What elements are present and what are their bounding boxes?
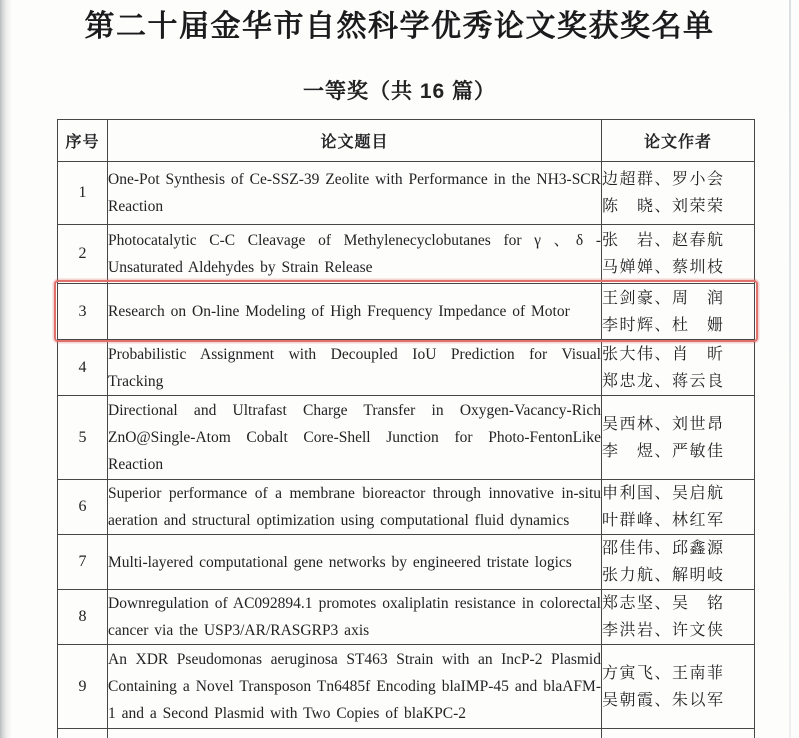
table-row [58, 535, 755, 590]
authors-line: 邵佳伟、邱鑫源 [602, 540, 725, 557]
authors-line: 吴朝霞、朱以军 [602, 691, 725, 709]
row-number: 6 [58, 480, 108, 535]
row-number: 7 [58, 535, 108, 590]
authors-line: 陈 晓、刘荣荣 [602, 198, 725, 215]
row-number: 5 [58, 396, 108, 480]
section-heading: 一等奖（共 16 篇） [302, 80, 497, 103]
row-number: 3 [58, 284, 108, 340]
authors-line: 李时辉、杜 姗 [602, 316, 725, 334]
table-row [58, 340, 755, 396]
paper-authors [602, 396, 755, 480]
paper-title: Superior performance of a membrane bioreactor through innovative in-situ aeration and structural optimization using computational fluid dynamics [108, 480, 602, 535]
authors-line: 吴西林、刘世昂 [602, 415, 725, 433]
table-row-partial [58, 729, 755, 738]
table-row-highlighted [58, 284, 755, 340]
authors-line: 边超群、罗小会 [602, 171, 725, 188]
authors-line: 申利国、吴启航 [602, 485, 725, 502]
paper-title [108, 729, 602, 738]
table-row [58, 396, 755, 480]
authors-line: 张大伟、肖 昕 [602, 345, 725, 363]
paper-title: Probabilistic Assignment with Decoupled IoU Prediction for Visual Tracking [108, 340, 602, 396]
table-header-row [58, 120, 755, 162]
authors-line: 叶群峰、林红军 [602, 512, 725, 529]
paper-title: One-Pot Synthesis of Ce-SSZ-39 Zeolite with Performance in the NH3-SCR Reaction [108, 162, 602, 225]
table-row [58, 590, 755, 645]
authors-line: 郑忠龙、蒋云良 [602, 372, 725, 390]
authors-line: 张 岩、赵春航 [602, 232, 725, 249]
table-row [58, 225, 755, 284]
paper-title: Multi-layered computational gene networks by engineered tristate logics [108, 535, 602, 590]
authors-line: 张力航、解明岐 [602, 567, 725, 584]
paper-authors [602, 590, 755, 645]
row-number: 2 [58, 225, 108, 284]
row-number: 9 [58, 645, 108, 729]
paper-title: Downregulation of AC092894.1 promotes oxaliplatin resistance in colorectal cancer via the USP3/AR/RASGRP3 axis [108, 590, 602, 645]
authors-line: 马婵婵、蔡圳枝 [602, 259, 725, 276]
paper-title: Photocatalytic C-C Cleavage of Methylenecyclobutanes for γ 、δ -Unsaturated Aldehydes by Strain Release [108, 225, 602, 284]
paper-authors [602, 284, 755, 340]
paper-authors [602, 480, 755, 535]
paper-authors [602, 225, 755, 284]
header-paper-title: 论文题目 [108, 120, 602, 162]
header-number: 序号 [58, 120, 108, 162]
authors-line: 李洪岩、许文侠 [602, 622, 725, 639]
row-number: 4 [58, 340, 108, 396]
paper-authors [602, 535, 755, 590]
awards-table [57, 119, 755, 738]
paper-authors [602, 729, 755, 738]
paper-authors [602, 645, 755, 729]
header-paper-authors: 论文作者 [602, 120, 755, 162]
page-title: 第二十届金华市自然科学优秀论文奖获奖名单 [84, 10, 715, 43]
table-row [58, 480, 755, 535]
row-number: 1 [58, 162, 108, 225]
paper-title: An XDR Pseudomonas aeruginosa ST463 Strain with an IncP-2 Plasmid Containing a Novel Transposon Tn6485f Encoding blaIMP-45 and blaAFM-1 and a Second Plasmid with Two Copies of blaKPC-2 [108, 645, 602, 729]
authors-line: 王剑豪、周 润 [602, 289, 725, 307]
paper-title: Research on On-line Modeling of High Frequency Impedance of Motor [108, 284, 602, 340]
page-right-edge-line [789, 0, 791, 738]
page-left-edge-shadow [0, 0, 12, 738]
table-row [58, 645, 755, 729]
table-row [58, 162, 755, 225]
paper-title: Directional and Ultrafast Charge Transfer in Oxygen-Vacancy-Rich ZnO@Single-Atom Cobalt Core-Shell Junction for Photo-FentonLike Reaction [108, 396, 602, 480]
authors-line: 李 煜、严敏佳 [602, 442, 725, 460]
row-number [58, 729, 108, 738]
paper-authors [602, 162, 755, 225]
authors-line: 方寅飞、王南菲 [602, 664, 725, 682]
row-number: 8 [58, 590, 108, 645]
authors-line: 郑志坚、吴 铭 [602, 595, 725, 612]
paper-authors [602, 340, 755, 396]
